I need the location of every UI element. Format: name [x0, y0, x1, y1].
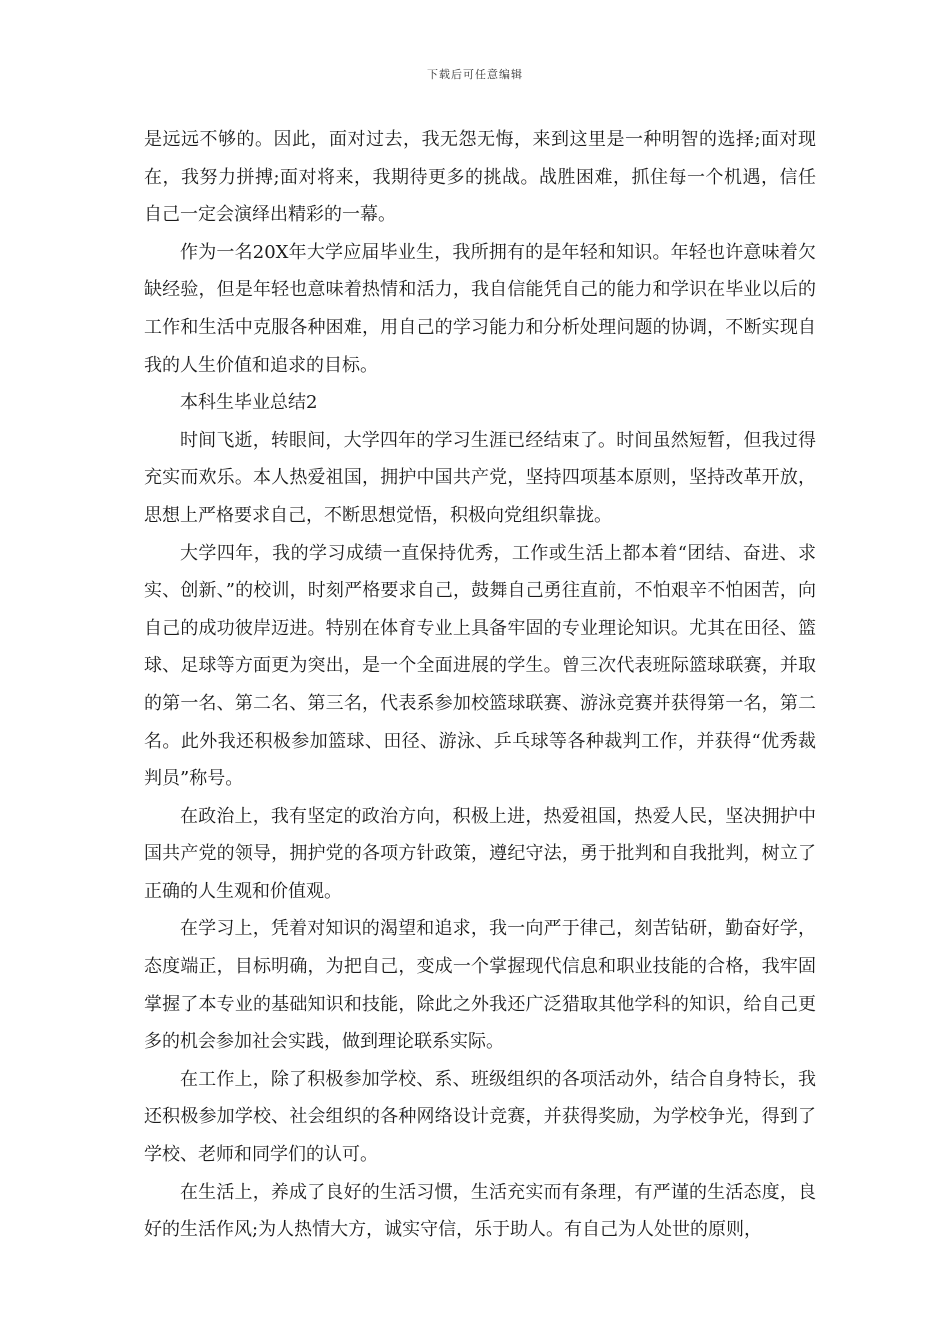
paragraph-four-years: 大学四年，我的学习成绩一直保持优秀，工作或生活上都本着“团结、奋进、求实、创新、”的校训，时刻严格要求自己，鼓舞自己勇往直前，不怕艰辛不怕困苦，向自己的成功彼岸迈进。特别在体育专业上具备牢固的专业理论知识。尤其在田径、篮球、足球等方面更为突出，是一个全面进展的学生。曾三次代表班际篮球联赛，并取的第一名、第二名、第三名，代表系参加校篮球联赛、游泳竞赛并获得第一名，第二名。此外我还积极参加篮球、田径、游泳、乒乓球等各种裁判工作，并获得“优秀裁判员”称号。: [144, 542, 816, 790]
document-body: [144, 121, 816, 1249]
page-header: 下载后可任意编辑: [427, 68, 523, 81]
paragraph-life: 在生活上，养成了良好的生活习惯，生活充实而有条理，有严谨的生活态度，良好的生活作风;为人热情大方，诚实守信，乐于助人。有自己为人处世的原则，: [144, 1181, 816, 1241]
paragraph-study: 在学习上，凭着对知识的渴望和追求，我一向严于律己，刻苦钻研，勤奋好学，态度端正，目标明确，为把自己，变成一个掌握现代信息和职业技能的合格，我牢固掌握了本专业的基础知识和技能，除此之外我还广泛猎取其他学科的知识，给自己更多的机会参加社会实践，做到理论联系实际。: [144, 918, 816, 1053]
paragraph-time-flies: 时间飞逝，转眼间，大学四年的学习生涯已经结束了。时间虽然短暂，但我过得充实而欢乐。本人热爱祖国，拥护中国共产党，坚持四项基本原则，坚持改革开放，思想上严格要求自己，不断思想觉悟，积极向党组织靠拢。: [144, 429, 816, 526]
section-heading: 本科生毕业总结2: [180, 392, 318, 414]
paragraph-politics: 在政治上，我有坚定的政治方向，积极上进，热爱祖国，热爱人民，坚决拥护中国共产党的领导，拥护党的各项方针政策，遵纪守法，勇于批判和自我批判，树立了正确的人生观和价值观。: [144, 805, 816, 902]
paragraph-graduate-intro: 作为一名20X年大学应届毕业生，我所拥有的是年轻和知识。年轻也许意味着欠缺经验，但是年轻也意味着热情和活力，我自信能凭自己的能力和学识在毕业以后的工作和生活中克服各种困难，用自己的学习能力和分析处理问题的协调，不断实现自我的人生价值和追求的目标。: [144, 241, 816, 376]
paragraph-work: 在工作上，除了积极参加学校、系、班级组织的各项活动外，结合自身特长，我还积极参加学校、社会组织的各种网络设计竞赛，并获得奖励，为学校争光，得到了学校、老师和同学们的认可。: [144, 1068, 816, 1166]
paragraph-continuation: 是远远不够的。因此，面对过去，我无怨无悔，来到这里是一种明智的选择;面对现在，我努力拼搏;面对将来，我期待更多的挑战。战胜困难，抓住每一个机遇，信任自己一定会演绎出精彩的一幕。: [144, 129, 816, 226]
